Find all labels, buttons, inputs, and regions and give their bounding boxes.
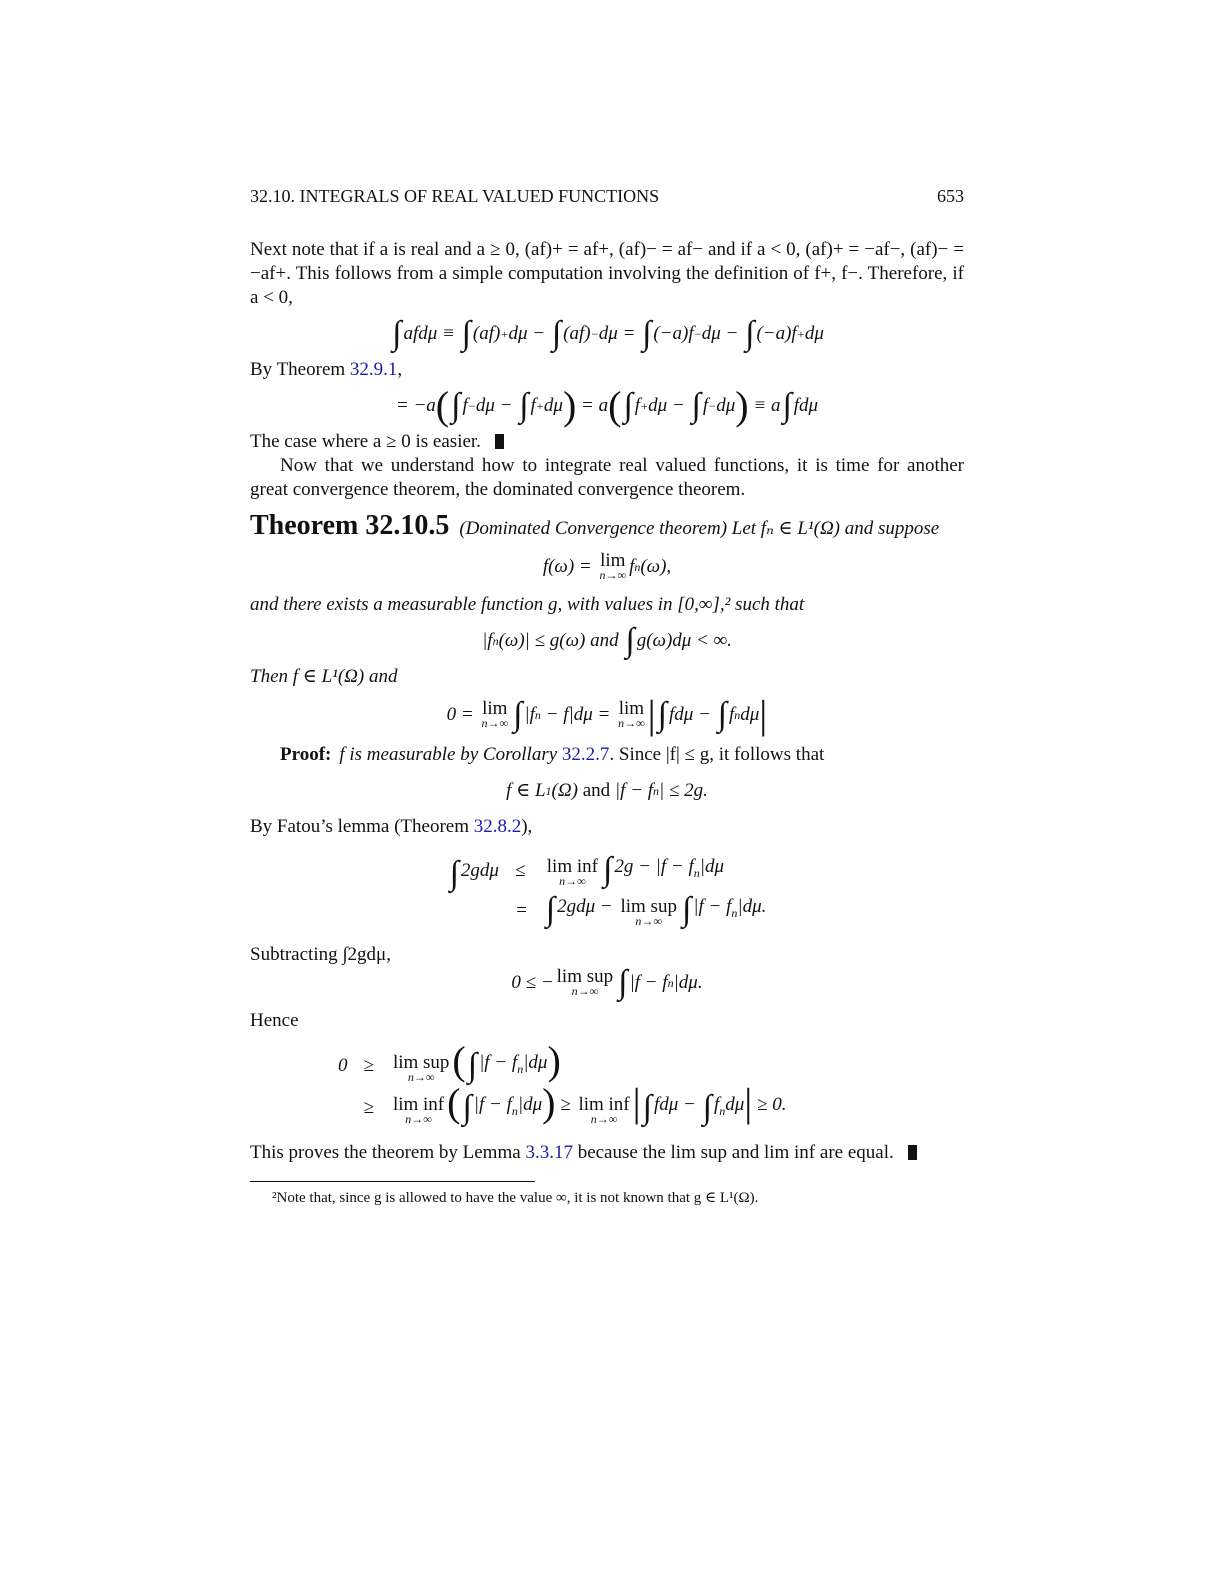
running-header xyxy=(250,184,964,208)
paragraph: Next note that if a is real and a ≥ 0, (af)+ = af+, (af)− = af− and if a < 0, (af)+ = −af−, (af)− = −af+. This follows from a simple computation involving the definition of f+, f−. Therefore, if a < 0, xyxy=(250,239,964,308)
footnote-rule xyxy=(250,1181,535,1182)
theorem-title: Theorem 32.10.5 xyxy=(250,510,450,541)
paragraph: By Fatou’s lemma (Theorem 32.8.2), xyxy=(250,816,533,837)
paragraph: Subtracting ∫2gdμ, xyxy=(250,944,391,965)
lemma-link[interactable]: 3.3.17 xyxy=(525,1142,573,1163)
equation: 0 ≤ − lim sup n→∞ ∫ |f − f n |dμ. xyxy=(511,964,703,1001)
equation: = −a ( ∫ f − dμ − ∫ f + dμ ) = a ( ∫ f + dμ − ∫ f − dμ ) ≡ a ∫ fdμ xyxy=(395,383,819,428)
proof-paragraph: Proof: f is measurable by Corollary 32.2.7. Since |f| ≤ g, it follows that xyxy=(280,744,825,765)
equation: |f n (ω)| ≤ g(ω) and ∫ g(ω)dμ < ∞. xyxy=(482,622,732,659)
paragraph: By Theorem 32.9.1, xyxy=(250,359,403,380)
theorem-then: Then f ∈ L¹(Ω) and xyxy=(250,666,398,687)
aligned-equations: 0 ≥ lim sup n→∞ (∫ $|f - f_n|d\mu$) ≥ lim inf n→∞ (∫ $|f - f_n|d\mu) \ge \lim$ inf n→∞ |∫ fdμ − ∫ $f_nd\mu| \ge 0$. xyxy=(338,1038,787,1126)
equation: f ∈ L 1 (Ω) and |f − f n | ≤ 2g. xyxy=(506,780,708,801)
equation: 0 = lim n→∞ ∫ |f n − f|dμ = lim n→∞ | ∫ fdμ − ∫ f n dμ | xyxy=(446,692,768,737)
theorem-statement xyxy=(250,510,964,541)
qed-icon xyxy=(495,434,504,449)
theorem-link[interactable]: 32.9.1 xyxy=(349,359,398,380)
theorem-intro: (Dominated Convergence theorem) Let fₙ ∈ L¹(Ω) and suppose xyxy=(459,518,940,539)
section-title: 32.10. INTEGRALS OF REAL VALUED FUNCTIONS xyxy=(250,186,660,206)
paragraph: Now that we understand how to integrate real valued functions, it is time for another great convergence theorem, the dominated convergence theorem. xyxy=(250,455,964,500)
equation: ∫ afdμ ≡ ∫ (af) + dμ − ∫ (af) − dμ = ∫ (−a)f − dμ − ∫ (−a)f + dμ xyxy=(392,315,824,352)
page-number: 653 xyxy=(937,186,964,206)
page-content xyxy=(250,184,964,1210)
paragraph: Hence xyxy=(250,1010,299,1031)
proof-label: Proof: xyxy=(280,744,332,765)
paragraph: The case where a ≥ 0 is easier. xyxy=(250,430,964,454)
footnote: ²Note that, since g is allowed to have the value ∞, it is not known that g ∈ L¹(Ω). xyxy=(272,1190,759,1206)
corollary-link[interactable]: 32.2.7 xyxy=(561,744,610,765)
equation: f(ω) = lim n→∞ f n (ω), xyxy=(542,550,672,582)
paragraph: This proves the theorem by Lemma 3.3.17 because the lim sup and lim inf are equal. xyxy=(250,1141,964,1165)
theorem-link[interactable]: 32.8.2 xyxy=(473,816,522,837)
theorem-condition: and there exists a measurable function g, with values in [0,∞],² such that xyxy=(250,594,805,615)
qed-icon xyxy=(908,1145,917,1160)
aligned-equations: ∫ 2gdμ ≤ lim inf n→∞ ∫ $2g - |f - f_n|d\mu$ = ∫ 2gdμ − lim sup n→∞ ∫ $|f - f_n|d\mu$. xyxy=(449,851,767,928)
